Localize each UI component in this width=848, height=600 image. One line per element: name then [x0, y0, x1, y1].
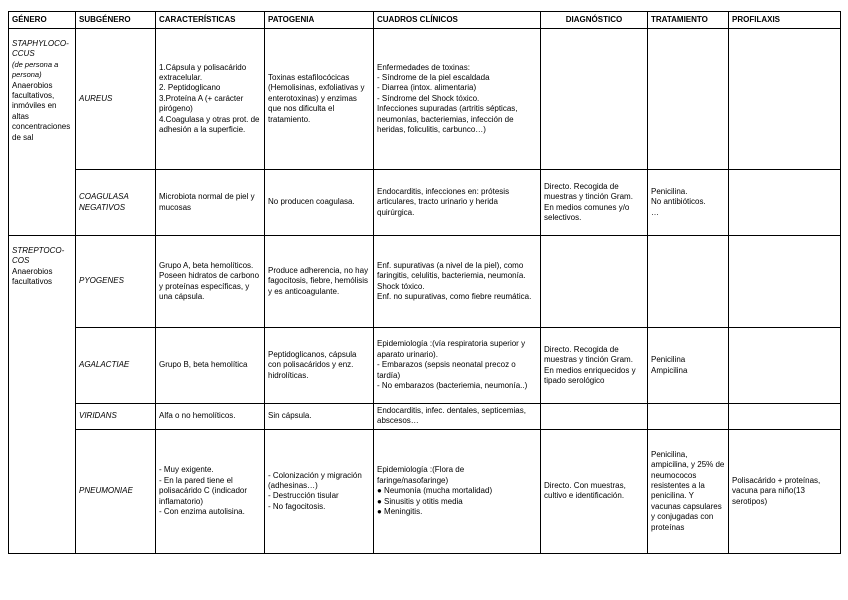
caracteristicas-cell: 1.Cápsula y polisacárido extracelular. 2. Peptidoglicano 3.Proteína A (+ carácter pirógeno) 4.Coagulasa y otras prot. de adhesión a la superficie. — [156, 29, 265, 170]
profilaxis-cell — [729, 404, 841, 430]
genus-name: STREPTOCO- COS — [12, 246, 65, 266]
profilaxis-cell — [729, 170, 841, 236]
header-cuadros-clinicos: CUADROS CLÍNICOS — [374, 12, 541, 29]
cuadros-clinicos-cell: Epidemiología :(vía respiratoria superior y aparato urinario). - Embarazos (sepsis neonatal precoz o tardía) - No embarazos (bacteriemia, neumonía..) — [374, 328, 541, 404]
patogenia-cell: Peptidoglicanos, cápsula con polisacáridos y enz. hidrolíticas. — [265, 328, 374, 404]
patogenia-cell: Toxinas estafilocócicas (Hemolisinas, exfoliativas y enterotoxinas) y enzimas que nos dificulta el tratamiento. — [265, 29, 374, 170]
table-row — [9, 404, 841, 430]
diagnostico-cell: Directo. Recogida de muestras y tinción Gram. En medios enriquecidos y tipado serológico — [541, 328, 648, 404]
diagnostico-cell — [541, 404, 648, 430]
diagnostico-cell — [541, 236, 648, 328]
cuadros-clinicos-cell: Enf. supurativas (a nivel de la piel), como faringitis, celulitis, bacteriemia, neumonía. Shock tóxico. Enf. no supurativas, como fiebre reumática. — [374, 236, 541, 328]
subgenus-cell: PYOGENES — [76, 236, 156, 328]
header-row — [9, 12, 841, 29]
table-row — [9, 328, 841, 404]
table-row — [9, 236, 841, 328]
caracteristicas-cell: Grupo B, beta hemolítica — [156, 328, 265, 404]
subgenus-cell: AGALACTIAE — [76, 328, 156, 404]
diagnostico-cell: Directo. Con muestras, cultivo e identificación. — [541, 429, 648, 553]
table-row — [9, 170, 841, 236]
header-diagnostico: DIAGNÓSTICO — [541, 12, 648, 29]
tratamiento-cell: Penicilina. No antibióticos. … — [648, 170, 729, 236]
table-row — [9, 29, 841, 170]
header-caracteristicas: CARACTERÍSTICAS — [156, 12, 265, 29]
caracteristicas-cell: - Muy exigente. - En la pared tiene el polisacárido C (indicador inflamatorio) - Con enzima autolisina. — [156, 429, 265, 553]
subgenus-cell: VIRIDANS — [76, 404, 156, 430]
genus-name: STAPHYLOCO- CCUS — [12, 39, 69, 59]
cuadros-clinicos-cell: Enfermedades de toxinas: - Síndrome de la piel escaldada - Diarrea (intox. alimentaria) - Síndrome del Shock tóxico. Infecciones supuradas (artritis sépticas, neumonías, bacteriemias, infección de heridas, foliculitis, carbunco…) — [374, 29, 541, 170]
cuadros-clinicos-cell: Epidemiología :(Flora de faringe/nasofaringe) ● Neumonía (mucha mortalidad) ● Sinusitis y otitis media ● Meningitis. — [374, 429, 541, 553]
tratamiento-cell — [648, 236, 729, 328]
tratamiento-cell — [648, 404, 729, 430]
caracteristicas-cell: Microbiota normal de piel y mucosas — [156, 170, 265, 236]
diagnostico-cell — [541, 29, 648, 170]
tratamiento-cell: Penicilina, ampicilina, y 25% de neumococos resistentes a la penicilina. Y vacunas capsulares y conjugadas con proteínas — [648, 429, 729, 553]
genus-cell-staph — [9, 29, 76, 236]
cuadros-clinicos-cell: Endocarditis, infec. dentales, septicemias, abscesos… — [374, 404, 541, 430]
profilaxis-cell — [729, 29, 841, 170]
table-row — [9, 429, 841, 553]
genus-cell-strep — [9, 236, 76, 554]
subgenus-cell: COAGULASA NEGATIVOS — [76, 170, 156, 236]
tratamiento-cell — [648, 29, 729, 170]
genus-description: Anaerobios facultativos — [12, 266, 53, 287]
patogenia-cell: No producen coagulasa. — [265, 170, 374, 236]
header-subgenero: SUBGÉNERO — [76, 12, 156, 29]
diagnostico-cell: Directo. Recogida de muestras y tinción Gram. En medios comunes y/o selectivos. — [541, 170, 648, 236]
patogenia-cell: Sin cápsula. — [265, 404, 374, 430]
tratamiento-cell: Penicilina Ampicilina — [648, 328, 729, 404]
patogenia-cell: Produce adherencia, no hay fagocitosis, fiebre, hemólisis y es anticoagulante. — [265, 236, 374, 328]
profilaxis-cell — [729, 236, 841, 328]
caracteristicas-cell: Grupo A, beta hemolíticos. Poseen hidratos de carbono y proteínas específicas, y una cápsula. — [156, 236, 265, 328]
header-patogenia: PATOGENIA — [265, 12, 374, 29]
subgenus-cell: PNEUMONIAE — [76, 429, 156, 553]
patogenia-cell: - Colonización y migración (adhesinas…) - Destrucción tisular - No fagocitosis. — [265, 429, 374, 553]
genus-note: (de persona a persona) — [12, 59, 59, 80]
header-genero: GÉNERO — [9, 12, 76, 29]
profilaxis-cell: Polisacárido + proteínas, vacuna para niño(13 serotipos) — [729, 429, 841, 553]
genus-description: Anaerobios facultativos, inmóviles en altas concentraciones de sal — [12, 80, 71, 142]
caracteristicas-cell: Alfa o no hemolíticos. — [156, 404, 265, 430]
header-profilaxis: PROFILAXIS — [729, 12, 841, 29]
header-tratamiento: TRATAMIENTO — [648, 12, 729, 29]
microbiology-table — [8, 11, 841, 554]
subgenus-cell: AUREUS — [76, 29, 156, 170]
profilaxis-cell — [729, 328, 841, 404]
cuadros-clinicos-cell: Endocarditis, infecciones en: prótesis articulares, tracto urinario y herida quirúrgica. — [374, 170, 541, 236]
